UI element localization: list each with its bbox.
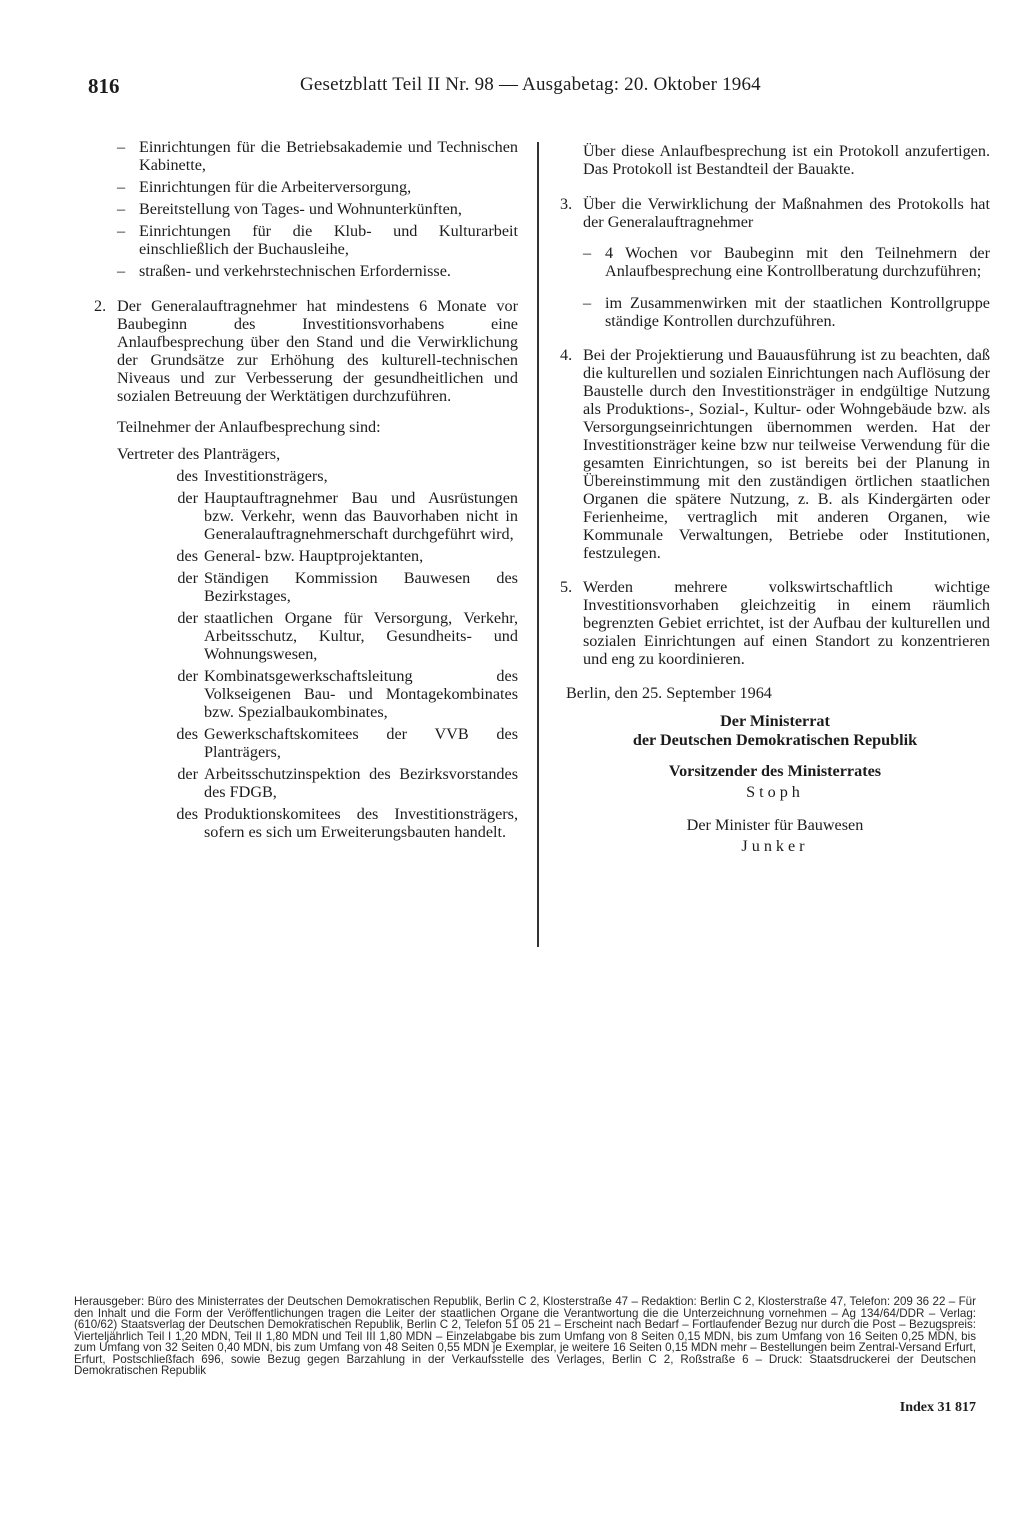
list-item: der staatlichen Organe für Versorgung, Verkehr, Arbeitsschutz, Kultur, Gesundheits- und Wohnungswesen, [177,609,518,663]
list-item: – Bereitstellung von Tages- und Wohnunterkünften, [117,200,462,218]
right-column [560,142,990,856]
list-item: des General- bzw. Hauptprojektanten, [176,547,424,565]
participants-intro: Teilnehmer der Anlaufbesprechung sind: [117,418,381,436]
list-item: – im Zusammenwirken mit der staatlichen Kontrollgruppe ständige Kontrollen durchzuführen. [583,294,990,330]
paragraph-3 [560,195,990,231]
list-item: des Investitionsträgers, [176,467,328,485]
paragraph-number: 2. [94,297,107,315]
page-header [88,74,988,102]
facility-list [117,138,518,280]
left-column [94,138,518,841]
page-number: 816 [88,74,120,98]
paragraph-text: Bei der Projektierung und Bauausführung ist zu beachten, daß die kulturellen und sozialen Einrichtungen nach Auflösung der Baustelle durch den Investitionsträger in endgültige Nutzung als Produktions-, Sozial-, Kultur- oder Wohngebäude bzw. als Versorgungseinrichtungen übernommen werden. Hat der Investitionsträger keine bzw nur teilweise Verwendung für die gesamten Einrichtungen, so ist bereits bei der Planung in Übereinstimmung mit den zuständigen örtlichen staatlichen Organen die spätere Nutzung, z. B. als Kindergärten oder Ferienheime, vertraglich mit anderen Organen, wie Kommunale Verwaltungen, Betriebe oder Institutionen, festzulegen. [583,346,990,562]
list-item: – Einrichtungen für die Betriebsakademie und Technischen Kabinette, [117,138,518,174]
paragraph-text: Der Generalauftragnehmer hat mindestens 6 Monate vor Baubeginn des Investitionsvorhabens eine Anlaufbesprechung über den Stand und die Verwirklichung der Grundsätze zur Erhöhung des kulturell-technischen Niveaus und zur Verbesserung der gesundheitlichen und sozialen Betreuung der Werktätigen durchzuführen. [117,297,518,405]
running-title: Gesetzblatt Teil II Nr. 98 — Ausgabetag: 20. Oktober 1964 [300,74,761,95]
paragraph-number: 4. [560,346,573,364]
participants-list [117,445,518,841]
list-item: der Arbeitsschutzinspektion des Bezirksvorstandes des FDGB, [177,765,518,801]
paragraph-text: Über die Verwirklichung der Maßnahmen des Protokolls hat der Generalauftragnehmer [583,195,990,231]
council-name-line1: Der Ministerrat [720,712,830,730]
column-divider [537,142,539,947]
list-item: der Hauptauftragnehmer Bau und Ausrüstungen bzw. Verkehr, wenn das Bauvorhaben nicht in Generalauftragnehmerschaft durchgeführt wird, [177,489,518,543]
paragraph-2 [94,297,518,405]
chair-title: Vorsitzender des Ministerrates [668,762,882,780]
place-date: Berlin, den 25. September 1964 [566,684,772,702]
minister-title: Der Minister für Bauwesen [686,816,864,834]
list-item: des Produktionskomitees des Investitionsträgers, sofern es sich um Erweiterungsbauten handelt. [176,805,518,841]
protocol-paragraph: Über diese Anlaufbesprechung ist ein Protokoll anzufertigen. Das Protokoll ist Bestandteil der Bauakte. [583,142,990,178]
paragraph-5 [560,578,990,668]
paragraph-text: Werden mehrere volkswirtschaftlich wichtige Investitionsvorhaben gleichzeitig in einem räumlich begrenzten Gebiet errichtet, ist der Aufbau der kulturellen und sozialen Einrichtungen auf einen Standort zu konzentrieren und eng zu koordinieren. [583,578,990,668]
list-item: Vertreter des Planträgers, [117,445,281,463]
minister-signature: Junker [741,837,809,855]
index-number: Index 31 817 [899,1400,976,1415]
list-item: – straßen- und verkehrstechnischen Erfordernisse. [117,262,451,280]
para3-list [583,244,990,330]
publisher-imprint: Herausgeber: Büro des Ministerrates der Deutschen Demokratischen Republik, Berlin C 2, Klosterstraße 47 – Redaktion: Berlin C 2, Klosterstraße 47, Telefon: 209 36 22 – Für den Inhalt und die Form der Veröffentlichungen tragen die Leiter der staatlichen Organe die Verantwortung die die Unterzeichnung vornehmen – Ag 134/64/DDR – Verlag: (610/62) Staatsverlag der Deutschen Demokratischen Republik, Berlin C 2, Telefon 51 05 21 – Erscheint nach Bedarf – Fortlaufender Bezug nur durch die Post – Bezugspreis: Vierteljährlich Teil I 1,20 MDN, Teil II 1,80 MDN und Teil III 1,80 MDN – Einzelabgabe bis zum Umfang von 8 Seiten 0,15 MDN, bis zum Umfang von 16 Seiten 0,25 MDN, bis zum Umfang von 32 Seiten 0,40 MDN, bis zum Umfang von 48 Seiten 0,55 MDN je Exemplar, je weitere 16 Seiten 0,15 MDN mehr – Bestellungen beim Zentral-Versand Erfurt, Erfurt, Postschließfach 696, sowie Bezug gegen Barzahlung in der Verkaufsstelle des Verlages, Berlin C 2, Roßstraße 6 – Druck: Staatsdruckerei der Deutschen Demokratischen Republik [74,1295,976,1377]
list-item: – Einrichtungen für die Klub- und Kulturarbeit einschließlich der Buchausleihe, [117,222,518,258]
chair-signature: Stoph [746,783,804,801]
list-item: der Kombinatsgewerkschaftsleitung des Volkseigenen Bau- und Montagekombinates bzw. Spezialbaukombinates, [177,667,518,721]
list-item: der Ständigen Kommission Bauwesen des Bezirkstages, [177,569,518,605]
paragraph-number: 5. [560,578,573,596]
paragraph-4 [560,346,990,562]
paragraph-number: 3. [560,195,573,213]
list-item: – 4 Wochen vor Baubeginn mit den Teilnehmern der Anlaufbesprechung eine Kontrollberatung durchzuführen; [583,244,990,280]
list-item: des Gewerkschaftskomitees der VVB des Planträgers, [176,725,518,761]
list-item: – Einrichtungen für die Arbeiterversorgung, [117,178,412,196]
council-name-line2: der Deutschen Demokratischen Republik [632,731,918,749]
